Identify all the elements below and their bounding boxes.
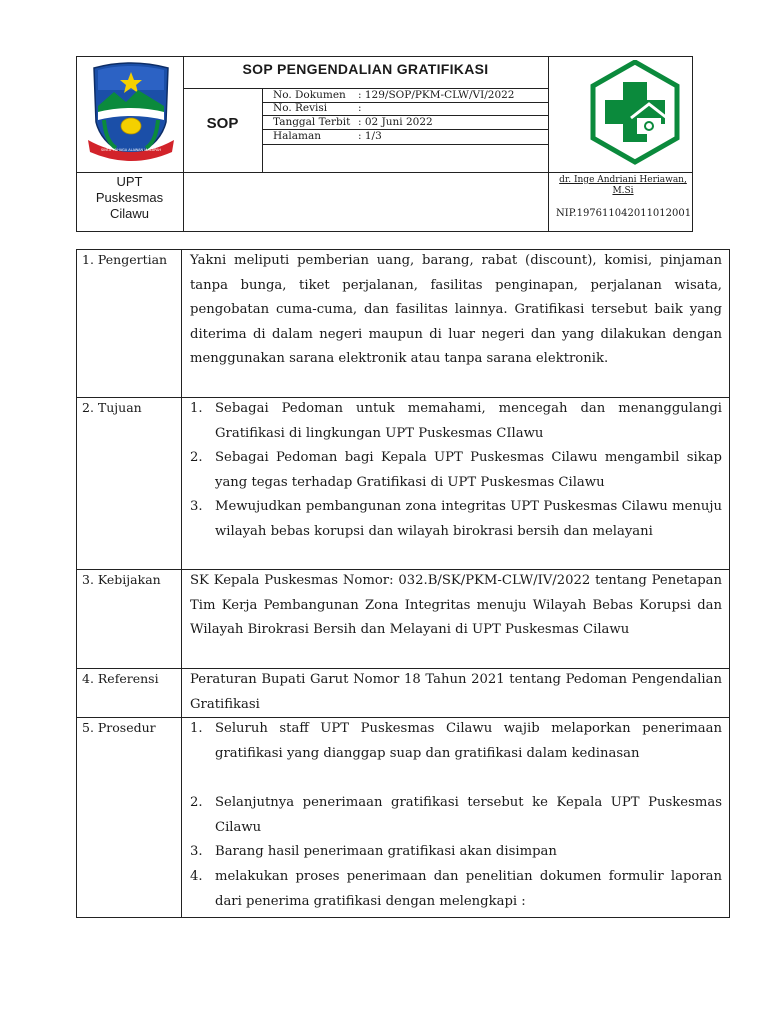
list-item: 1. Seluruh staff UPT Puskesmas Cilawu wajib melaporkan penerimaan gratifikasi yang dianggap suap dan gratifikasi dalam kedinasan bbox=[190, 721, 722, 761]
list-item: 4. melakukan proses penerimaan dan penelitian dokumen formulir laporan dari penerima gratifikasi dengan melengkapi : bbox=[190, 869, 722, 909]
section-text-pengertian: Yakni meliputi pemberian uang, barang, rabat (discount), komisi, pinjaman tanpa bunga, tiket perjalanan, fasilitas penginapan, perjalanan wisata, pengobatan cuma-cuma, dan fasilitas lainnya. Gratifikasi tersebut baik yang diterima di dalam negeri maupun di luar negeri dan yang dilakukan dengan menggunakan sarana elektronik atau tanpa sarana elektronik. bbox=[190, 253, 722, 367]
list-item: 3. Barang hasil penerimaan gratifikasi akan disimpan bbox=[190, 844, 557, 859]
section-label-referensi: 4. Referensi bbox=[82, 671, 159, 686]
puskesmas-cross-icon bbox=[585, 60, 685, 166]
section-text-kebijakan: SK Kepala Puskesmas Nomor: 032.B/SK/PKM-CLW/IV/2022 tentang Penetapan Tim Kerja Pembangunan Zona Integritas menuju Wilayah Bebas Korupsi dan Wilayah Birokrasi Bersih dan Melayani di UPT Puskesmas Cilawu bbox=[190, 573, 722, 638]
section-label-prosedur: 5. Prosedur bbox=[82, 720, 156, 735]
list-item: 2. Selanjutnya penerimaan gratifikasi tersebut ke Kepala UPT Puskesmas Cilawu bbox=[190, 795, 722, 835]
list-item: 2. Sebagai Pedoman bagi Kepala UPT Puskesmas Cilawu mengambil sikap yang tegas terhadap Gratifikasi di UPT Puskesmas Cilawu bbox=[190, 450, 722, 490]
meta-value-halaman: : 1/3 bbox=[358, 130, 382, 142]
signatory-name bbox=[548, 175, 698, 197]
meta-label-tanggal-terbit: Tanggal Terbit bbox=[273, 116, 351, 128]
list-item: 1. Sebagai Pedoman untuk memahami, mencegah dan menanggulangi Gratifikasi di lingkungan UPT Puskesmas CIlawu bbox=[190, 401, 722, 441]
puskesmas-logo bbox=[585, 60, 685, 166]
signatory-line: dr. Inge Andriani Heriawan, bbox=[559, 175, 687, 185]
meta-value-no-revisi: : bbox=[358, 102, 362, 114]
regency-logo bbox=[86, 60, 176, 166]
meta-label-no-revisi: No. Revisi bbox=[273, 102, 328, 114]
list-item: 3. Mewujudkan pembangunan zona integritas UPT Puskesmas Cilawu menuju wilayah bebas korupsi dan wilayah birokrasi bersih dan melayani bbox=[190, 499, 722, 539]
document-title: SOP PENGENDALIAN GRATIFIKASI bbox=[242, 61, 489, 77]
signatory-nip: NIP.197611042011012001 bbox=[556, 208, 692, 219]
section-label-tujuan: 2. Tujuan bbox=[82, 400, 142, 415]
meta-value-no-dokumen: : 129/SOP/PKM-CLW/VI/2022 bbox=[358, 89, 515, 101]
section-label-kebijakan: 3. Kebijakan bbox=[82, 572, 161, 587]
unit-line: Cilawu bbox=[109, 206, 149, 221]
sop-label: SOP bbox=[206, 115, 239, 132]
meta-label-no-dokumen: No. Dokumen bbox=[273, 89, 346, 101]
unit-name bbox=[76, 174, 183, 222]
logo-motto: SINTA TOHAGA ALAWAN MALAPAH bbox=[100, 148, 162, 152]
unit-line: Puskesmas bbox=[95, 190, 164, 205]
section-text-referensi: Peraturan Bupati Garut Nomor 18 Tahun 2021 tentang Pedoman Pengendalian Gratifikasi bbox=[190, 672, 722, 712]
meta-label-halaman: Halaman bbox=[273, 130, 322, 142]
signatory-line: M.Si bbox=[612, 186, 634, 196]
meta-value-tanggal-terbit: : 02 Juni 2022 bbox=[358, 116, 433, 128]
unit-line: UPT bbox=[116, 174, 143, 189]
section-label-pengertian: 1. Pengertian bbox=[82, 252, 168, 267]
